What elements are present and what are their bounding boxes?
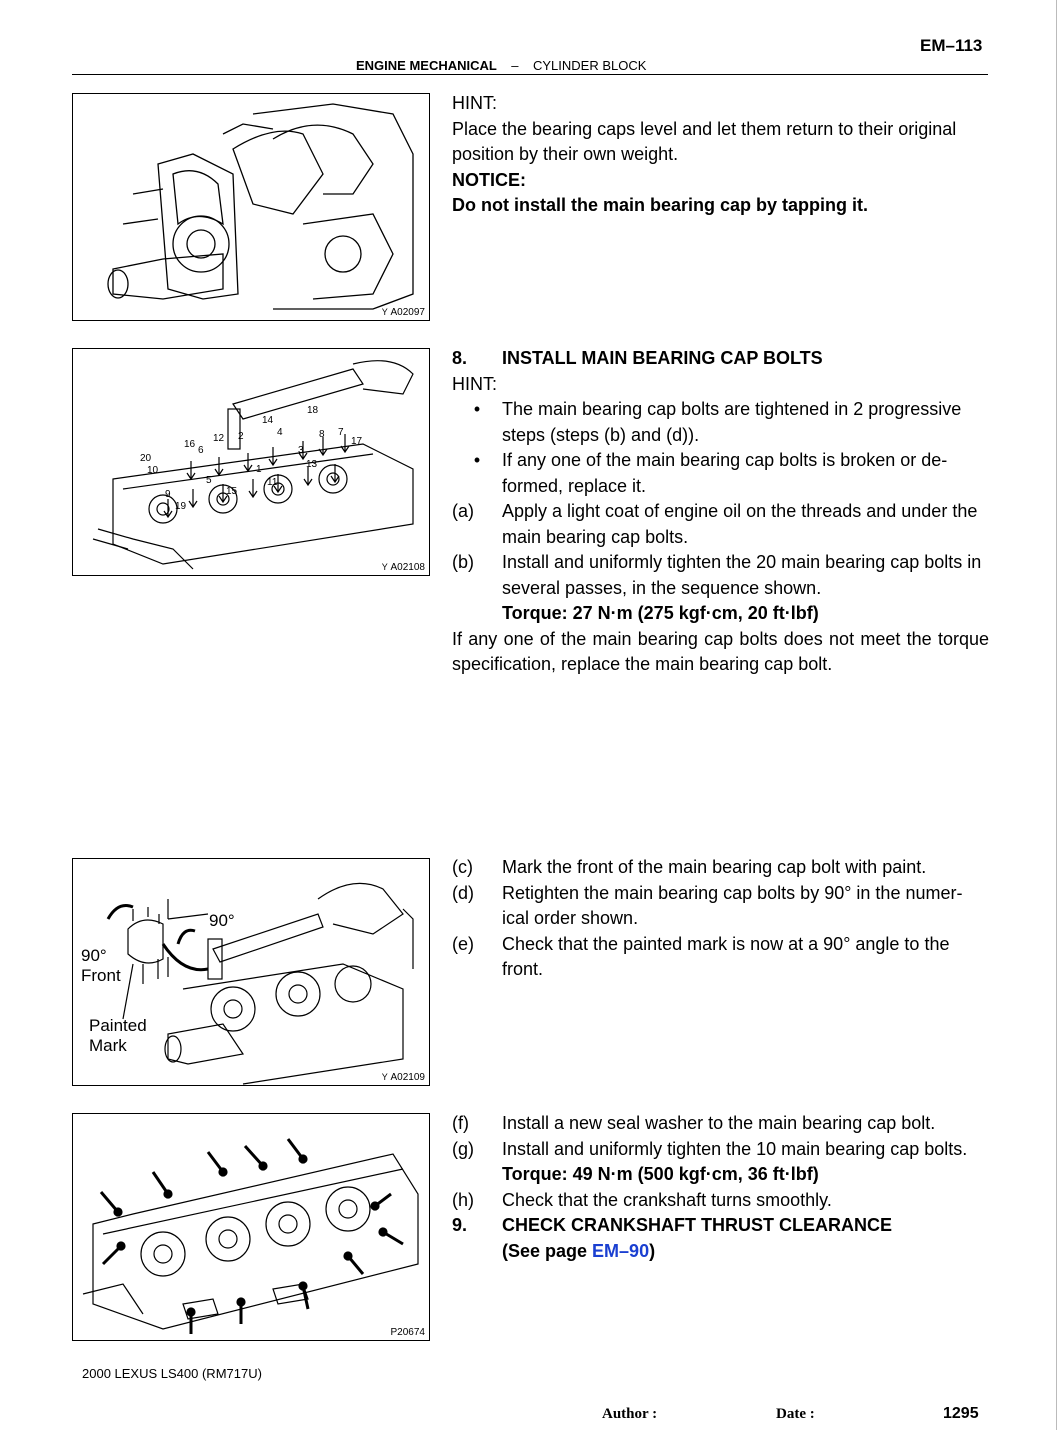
figure-bearing-cap-placement <box>72 93 430 321</box>
retighten-block <box>452 855 989 983</box>
see-suffix: ) <box>649 1240 656 1261</box>
notice-text: Do not install the main bearing cap by tapping it. <box>452 195 869 215</box>
substep-text: Check that the painted mark is now at a 90° angle to the front. <box>502 933 950 979</box>
bearing-cap-illustration <box>73 94 430 321</box>
figure-bolt-tightening-sequence <box>72 348 430 576</box>
bullet-item <box>452 397 989 448</box>
substep-f <box>452 1111 989 1137</box>
bolt-number-11: 11 <box>267 477 278 488</box>
step-8-heading <box>452 346 989 372</box>
bolt-number-15: 15 <box>226 486 238 497</box>
bolt-number-19: 19 <box>175 501 187 512</box>
angle-label-top: 90° <box>209 911 235 930</box>
bolt-number-12: 12 <box>213 433 225 444</box>
hint-notice-block <box>452 91 989 219</box>
step-title: CHECK CRANKSHAFT THRUST CLEARANCE <box>502 1215 892 1235</box>
bolt-number-18: 18 <box>307 405 319 416</box>
substep-text: Install and uniformly tighten the 10 main bearing cap bolts. <box>502 1138 968 1159</box>
bolt-number-5: 5 <box>206 475 212 486</box>
section-separator: – <box>511 58 519 73</box>
em-90-link[interactable]: EM–90 <box>592 1240 650 1261</box>
hint-text: Place the bearing caps level and let them return to their original position by their own weight. <box>452 118 957 164</box>
bolt-head <box>344 1252 352 1260</box>
see-page-reference <box>452 1239 989 1265</box>
bolt-head <box>117 1242 125 1250</box>
bullet-text: If any one of the main bearing cap bolts is broken or de-formed, replace it. <box>502 450 948 496</box>
page-edge <box>1056 0 1057 1430</box>
bullet-text: The main bearing cap bolts are tightened in 2 progressive steps (steps (b) and (d)). <box>502 399 962 445</box>
painted-label: Painted <box>89 1016 147 1035</box>
bolt-arrow <box>187 461 195 479</box>
bolt-number-9: 9 <box>165 489 171 500</box>
bolt-arrow <box>215 457 223 475</box>
side-bolts-illustration <box>73 1114 430 1341</box>
substep-h <box>452 1188 989 1214</box>
header-rule <box>72 74 988 75</box>
bolt-number-20: 20 <box>140 453 152 464</box>
substep-label: (g) <box>452 1138 474 1159</box>
bolt-head <box>299 1282 307 1290</box>
mark-label: Mark <box>89 1036 127 1055</box>
substep-text: Check that the crankshaft turns smoothly. <box>502 1189 832 1210</box>
step-number: 8. <box>452 348 468 368</box>
step-title: INSTALL MAIN BEARING CAP BOLTS <box>502 348 823 368</box>
see-prefix: (See page <box>502 1240 593 1261</box>
bolt-number-1: 1 <box>256 464 262 475</box>
substep-text: Install a new seal washer to the main bearing cap bolt. <box>502 1113 936 1133</box>
bullet: • <box>473 399 481 419</box>
figure-angle-tightening <box>72 858 430 1086</box>
bolt-number-7: 7 <box>338 427 344 438</box>
bolt-number-6: 6 <box>198 445 204 456</box>
bolt-number-4: 4 <box>277 427 283 438</box>
bolt-number-10: 10 <box>147 465 159 476</box>
substep-label: (e) <box>452 933 474 954</box>
substep-a <box>452 499 989 550</box>
footer-date: Date : <box>776 1406 815 1422</box>
notice-label: NOTICE: <box>452 169 526 190</box>
substep-b <box>452 550 989 601</box>
substep-e <box>452 932 989 983</box>
torque-spec: Torque: 49 N·m (500 kgf·cm, 36 ft·lbf) <box>502 1164 819 1184</box>
substep-text: Retighten the main bearing cap bolts by 90° in the numer-ical order shown. <box>502 882 963 928</box>
substep-label: (c) <box>452 857 473 877</box>
subsection-name: CYLINDER BLOCK <box>532 58 647 73</box>
section-title <box>356 58 646 73</box>
install-bolts-block <box>452 346 989 678</box>
substep-label: (h) <box>452 1189 474 1210</box>
bolt-head <box>114 1208 122 1216</box>
bolt-number-17: 17 <box>351 436 363 447</box>
bolt-head <box>371 1202 379 1210</box>
bolt-number-16: 16 <box>184 439 196 450</box>
section-name: ENGINE MECHANICAL <box>356 58 497 73</box>
bullet-item <box>452 448 989 499</box>
torque-note: If any one of the main bearing cap bolts does not meet the torque specification, replace the main bearing cap bolt. <box>452 628 989 674</box>
substep-text: Install and uniformly tighten the 20 main bearing cap bolts in several passes, in the sequence shown. <box>502 552 982 598</box>
substep-label: (b) <box>452 552 474 572</box>
bolt-arrow <box>244 453 252 471</box>
bullet: • <box>473 450 481 470</box>
seal-washer-block <box>452 1111 989 1264</box>
bolt-head <box>164 1190 172 1198</box>
torque-spec: Torque: 27 N·m (275 kgf·cm, 20 ft·lbf) <box>502 603 819 623</box>
figure-code: Y A02109 <box>381 1072 425 1083</box>
figure-code: P20674 <box>390 1327 425 1338</box>
bolt-number-14: 14 <box>262 415 274 426</box>
angle-tightening-illustration <box>73 859 430 1086</box>
substep-label: (d) <box>452 882 474 903</box>
bolt-head <box>237 1298 245 1306</box>
bolt-head <box>187 1308 195 1316</box>
bolt-head <box>219 1168 227 1176</box>
footer-model: 2000 LEXUS LS400 (RM717U) <box>82 1366 262 1381</box>
bolt-arrow <box>249 479 257 497</box>
bolt-arrow <box>189 489 197 507</box>
front-label: Front <box>81 966 121 985</box>
bolt-number-3: 3 <box>298 445 304 456</box>
substep-label: (a) <box>452 501 474 521</box>
figure-side-bolts <box>72 1113 430 1341</box>
bolt-sequence-illustration <box>73 349 430 576</box>
substep-text: Mark the front of the main bearing cap bolt with paint. <box>502 857 927 877</box>
bolt-head <box>379 1228 387 1236</box>
substep-text: Apply a light coat of engine oil on the threads and under the main bearing cap bolts. <box>502 501 978 547</box>
substep-label: (f) <box>452 1113 469 1133</box>
bolt-number-2: 2 <box>238 431 244 442</box>
substep-c <box>452 855 989 881</box>
footer-page-number: 1295 <box>943 1405 979 1422</box>
bolt-number-13: 13 <box>306 459 318 470</box>
hint-label: HINT: <box>452 93 497 113</box>
bolt-head <box>259 1162 267 1170</box>
step-9-heading <box>452 1213 989 1239</box>
substep-g <box>452 1137 989 1163</box>
hint-label: HINT: <box>452 373 497 394</box>
figure-code: Y A02097 <box>381 307 425 318</box>
substep-d <box>452 881 989 932</box>
bolt-number-8: 8 <box>319 429 325 440</box>
angle-label-left: 90° <box>81 946 107 965</box>
figure-code: Y A02108 <box>381 562 425 573</box>
footer-author: Author : <box>602 1406 658 1422</box>
step-number: 9. <box>452 1215 468 1235</box>
page-code: EM–113 <box>920 36 983 55</box>
bolt-head <box>299 1155 307 1163</box>
